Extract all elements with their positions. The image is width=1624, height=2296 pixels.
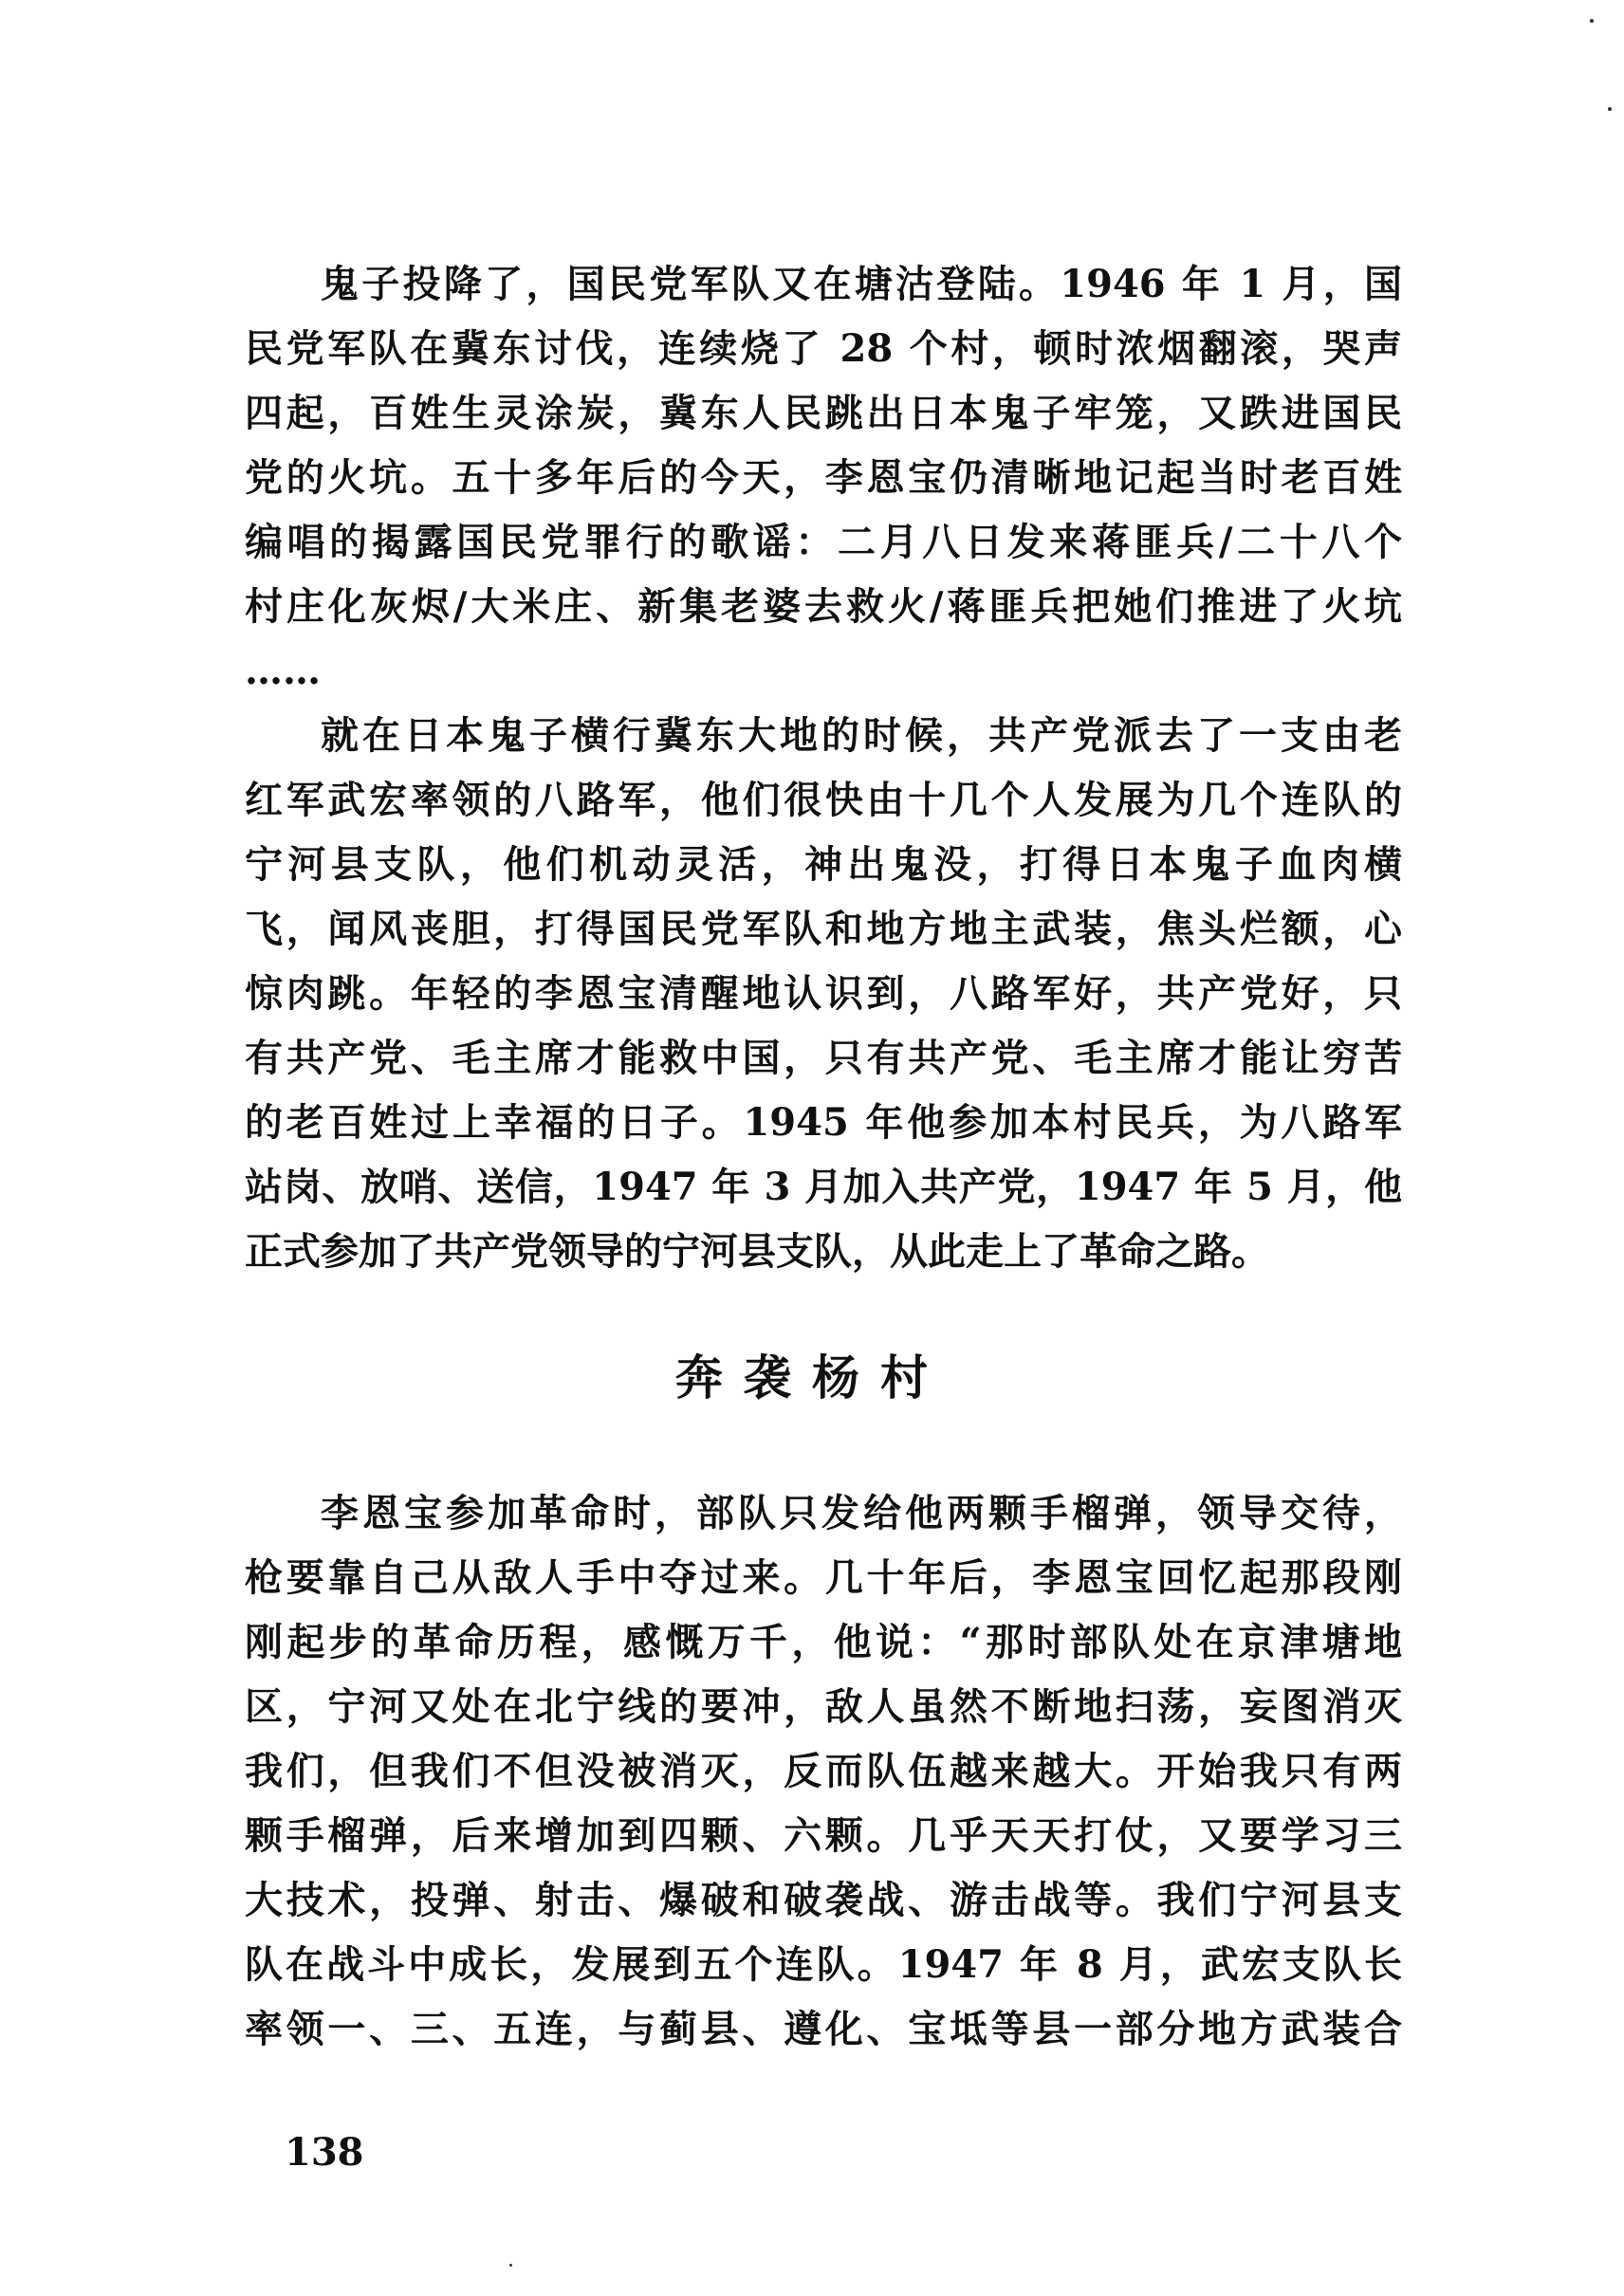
paragraph-2-line-7: 的老百姓过上幸福的日子。1945 年他参加本村民兵，为八路军 xyxy=(245,1100,1402,1145)
paragraph-3-line-4: 区，宁河又处在北宁线的要冲，敌人虽然不断地扫荡，妄图消灭 xyxy=(245,1684,1402,1729)
paragraph-3-line-7: 大技术，投弹、射击、爆破和破袭战、游击战等。我们宁河县支 xyxy=(245,1878,1402,1922)
section-heading: 奔袭杨村 xyxy=(675,1350,949,1405)
paragraph-3-line-6: 颗手榴弹，后来增加到四颗、六颗。几乎天天打仗，又要学习三 xyxy=(245,1813,1402,1858)
paragraph-3-line-8: 队在战斗中成长，发展到五个连队。1947 年 8 月，武宏支队长 xyxy=(245,1942,1402,1987)
paragraph-2-line-1: 就在日本鬼子横行冀东大地的时候，共产党派去了一支由老 xyxy=(321,713,1402,758)
paragraph-1-line-6: 村庄化灰烬/大米庄、新集老婆去救火/蒋匪兵把她们推进了火坑 xyxy=(245,584,1402,629)
paragraph-3-line-1: 李恩宝参加革命时，部队只发给他两颗手榴弹，领导交待， xyxy=(321,1491,1402,1535)
paragraph-3-line-2: 枪要靠自己从敌人手中夺过来。几十年后，李恩宝回忆起那段刚 xyxy=(245,1555,1402,1600)
paragraph-3-line-5: 我们，但我们不但没被消灭，反而队伍越来越大。开始我只有两 xyxy=(245,1749,1402,1793)
paragraph-1-line-7: …… xyxy=(245,649,321,693)
paragraph-2-line-3: 宁河县支队，他们机动灵活，神出鬼没，打得日本鬼子血肉横 xyxy=(245,842,1402,887)
paragraph-1-line-2: 民党军队在冀东讨伐，连续烧了 28 个村，顿时浓烟翻滚，哭声 xyxy=(245,326,1402,371)
paragraph-1-line-4: 党的火坑。五十多年后的今天，李恩宝仍清晰地记起当时老百姓 xyxy=(245,455,1402,500)
paragraph-2-line-8: 站岗、放哨、送信，1947 年 3 月加入共产党，1947 年 5 月，他 xyxy=(245,1165,1402,1209)
scan-speck xyxy=(1608,107,1612,111)
scan-speck xyxy=(1590,19,1594,23)
paragraph-2-line-6: 有共产党、毛主席才能救中国，只有共产党、毛主席才能让穷苦 xyxy=(245,1036,1402,1080)
paragraph-2-line-5: 惊肉跳。年轻的李恩宝清醒地认识到，八路军好，共产党好，只 xyxy=(245,971,1402,1016)
paragraph-1-line-5: 编唱的揭露国民党罪行的歌谣：二月八日发来蒋匪兵/二十八个 xyxy=(245,520,1402,564)
paragraph-1-line-3: 四起，百姓生灵涂炭，冀东人民跳出日本鬼子牢笼，又跌进国民 xyxy=(245,391,1402,435)
paragraph-2-line-4: 飞，闻风丧胆，打得国民党军队和地方地主武装，焦头烂额，心 xyxy=(245,907,1402,951)
paragraph-1-line-1: 鬼子投降了，国民党军队又在塘沽登陆。1946 年 1 月，国 xyxy=(321,262,1402,306)
paragraph-3-line-3: 刚起步的革命历程，感慨万千，他说：“那时部队处在京津塘地 xyxy=(245,1620,1402,1664)
paragraph-2-line-2: 红军武宏率领的八路军，他们很快由十几个人发展为几个连队的 xyxy=(245,778,1402,822)
scan-speck xyxy=(509,2264,512,2267)
paragraph-3-line-9: 率领一、三、五连，与蓟县、遵化、宝坻等县一部分地方武装合 xyxy=(245,2007,1402,2051)
paragraph-2-line-9: 正式参加了共产党领导的宁河县支队，从此走上了革命之路。 xyxy=(245,1229,1269,1274)
page-number: 138 xyxy=(285,2130,364,2175)
